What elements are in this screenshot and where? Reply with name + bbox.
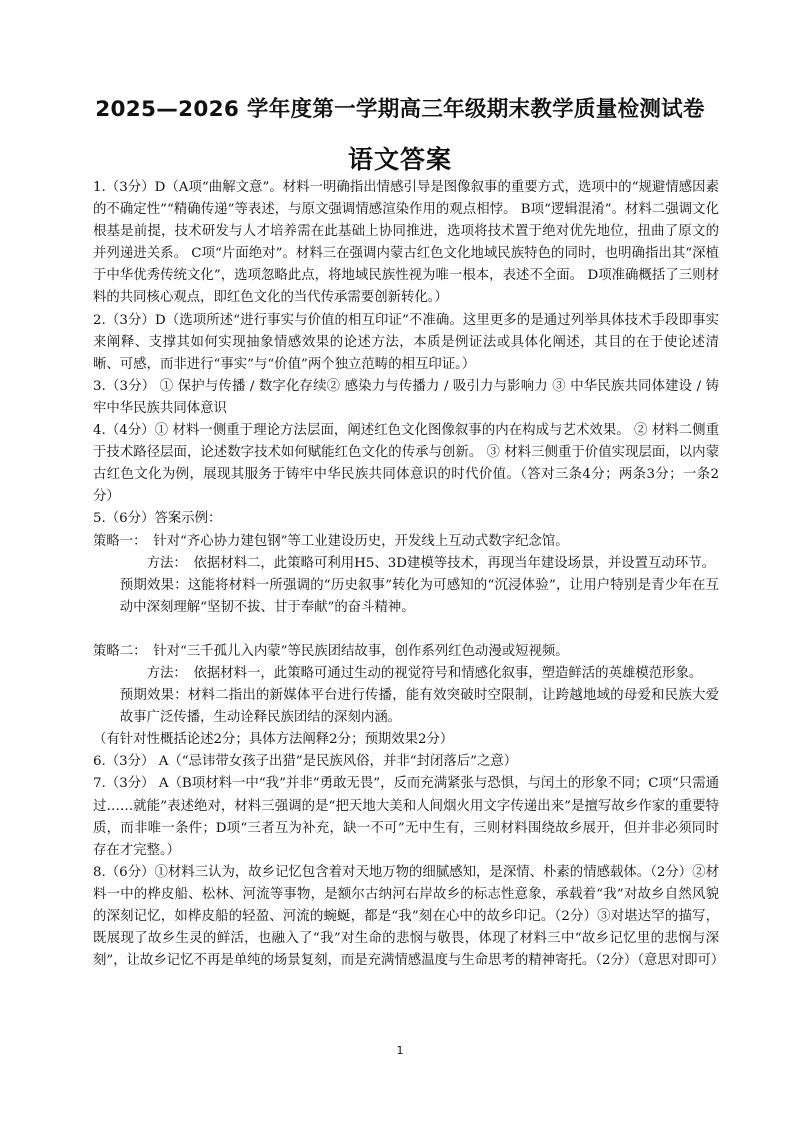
answer-q4: 4.（4分）① 材料一侧重于理论方法层面，阐述红色文化图像叙事的内在构成与艺术效果。 ② 材料二侧重于技术路径层面，论述数字技术如何赋能红色文化的传承与创新。 ③ 材料三侧重于价值实现层面，以内蒙古红色文化为例，展现其服务于铸牢中华民族共同体意识的时代价值。（答对三条4分；两条3分；一条2分）: [93, 423, 719, 505]
answer-body: [93, 177, 725, 972]
strategy-1-effect: 预期效果：这能将材料一所强调的“历史叙事”转化为可感知的“沉浸体验”，让用户特别是青少年在互动中深刻理解“坚韧不拔、甘于奉献”的奋斗精神。: [119, 577, 719, 615]
strategy-1-method: 方法： 依据材料二，此策略可利用H5、3D建模等技术，再现当年建设场景，并设置互动环节。: [146, 555, 715, 571]
strategy-2-effect: 预期效果：材料二指出的新媒体平台进行传播，能有效突破时空限制，让跨越地域的母爱和民族大爱故事广泛传播，生动诠释民族团结的深刻内涵。: [119, 688, 719, 726]
page-number: 1: [396, 1044, 404, 1057]
strategy-1: 策略一： 针对“齐心协力建包钢”等工业建设历史，开发线上互动式数字纪念馆。: [93, 533, 569, 549]
answer-q2: 2.（3分）D（选项所述“进行事实与价值的相互印证”不准确。这里更多的是通过列举具体技术手段即事实来阐释、支撑其如何实现抽象情感效果的论述方法，本质是例证法或具体化阐述，其目的在于使论述清晰、可感，而非进行“事实”与“价值”两个独立范畴的相互印证。）: [93, 312, 719, 372]
answer-heading: 语文答案: [347, 145, 452, 174]
exam-title: 2025—2026 学年度第一学期高三年级期末教学质量检测试卷: [95, 97, 705, 122]
answer-q8: 8.（6分）①材料三认为，故乡记忆包含着对天地万物的细腻感知，是深情、朴素的情感载体。（2分）②材料一中的桦皮船、松林、河流等事物，是额尔古纳河右岸故乡的标志性意象，承载着“我”对故乡自然风貌的深刻记忆，如桦皮船的轻盈、河流的蜿蜒，都是“我”刻在心中的故乡印记。（2分）③对堪达罕的描写，既展现了故乡生灵的鲜活，也融入了“我”对生命的悲悯与敬畏，体现了材料三中“故乡记忆里的悲悯与深刻”，让故乡记忆不再是单纯的场景复刻，而是充满情感温度与生命思考的精神寄托。（2分）（意思对即可）: [93, 864, 725, 969]
spacer: [93, 619, 719, 641]
answer-q7: 7.（3分） A（B项材料一中“我”并非“勇敢无畏”，反而充满紧张与恐惧，与闰土的形象不同；C项“只需通过……就能”表述绝对，材料三强调的是“把天地大美和人间烟火用文字传递出来”是擅写故乡作家的重要特质，而非唯一条件；D项“三者互为补充，缺一不可”无中生有，三则材料围绕故乡展开，但并非必须同时存在才完整。）: [93, 776, 719, 858]
answer-q5-head: 5.（6分）答案示例：: [93, 511, 222, 527]
answer-q6: 6.（3分） A（“忌讳带女孩子出猎”是民族风俗，并非“封闭落后”之意）: [93, 754, 518, 770]
answer-q5-scoring: （有针对性概括论述2分；具体方法阐释2分；预期效果2分）: [93, 732, 454, 748]
answer-q3: 3.（3分） ① 保护与传播 / 数字化存续② 感染力与传播力 / 吸引力与影响力 ③ 中华民族共同体建设 / 铸牢中华民族共同体意识: [93, 378, 719, 416]
strategy-2: 策略二： 针对“三千孤儿入内蒙”等民族团结故事，创作系列红色动漫或短视频。: [93, 643, 569, 659]
answer-q1: 1.（3分）D（A项“曲解文意”。材料一明确指出情感引导是图像叙事的重要方式，选项中的“规避情感因素的不确定性”“精确传递”等表述，与原文强调情感渲染作用的观点相悖。 B项“逻辑混淆”。材料二强调文化根基是前提，技术研发与人才培养需在此基础上协同推进，选项将技术置于绝对优先地位，扭曲了原文的并列递进关系。 C项“片面绝对”。材料三在强调内蒙古红色文化地域民族特色的同时，也明确指出其“深植于中华优秀传统文化”，选项忽略此点，将地域民族性视为唯一根本，表述不全面。 D项准确概括了三则材料的共同核心观点，即红色文化的当代传承需要创新转化。）: [93, 180, 719, 306]
strategy-2-method: 方法： 依据材料一，此策略可通过生动的视觉符号和情感化叙事，塑造鲜活的英雄模范形象。: [146, 665, 703, 681]
